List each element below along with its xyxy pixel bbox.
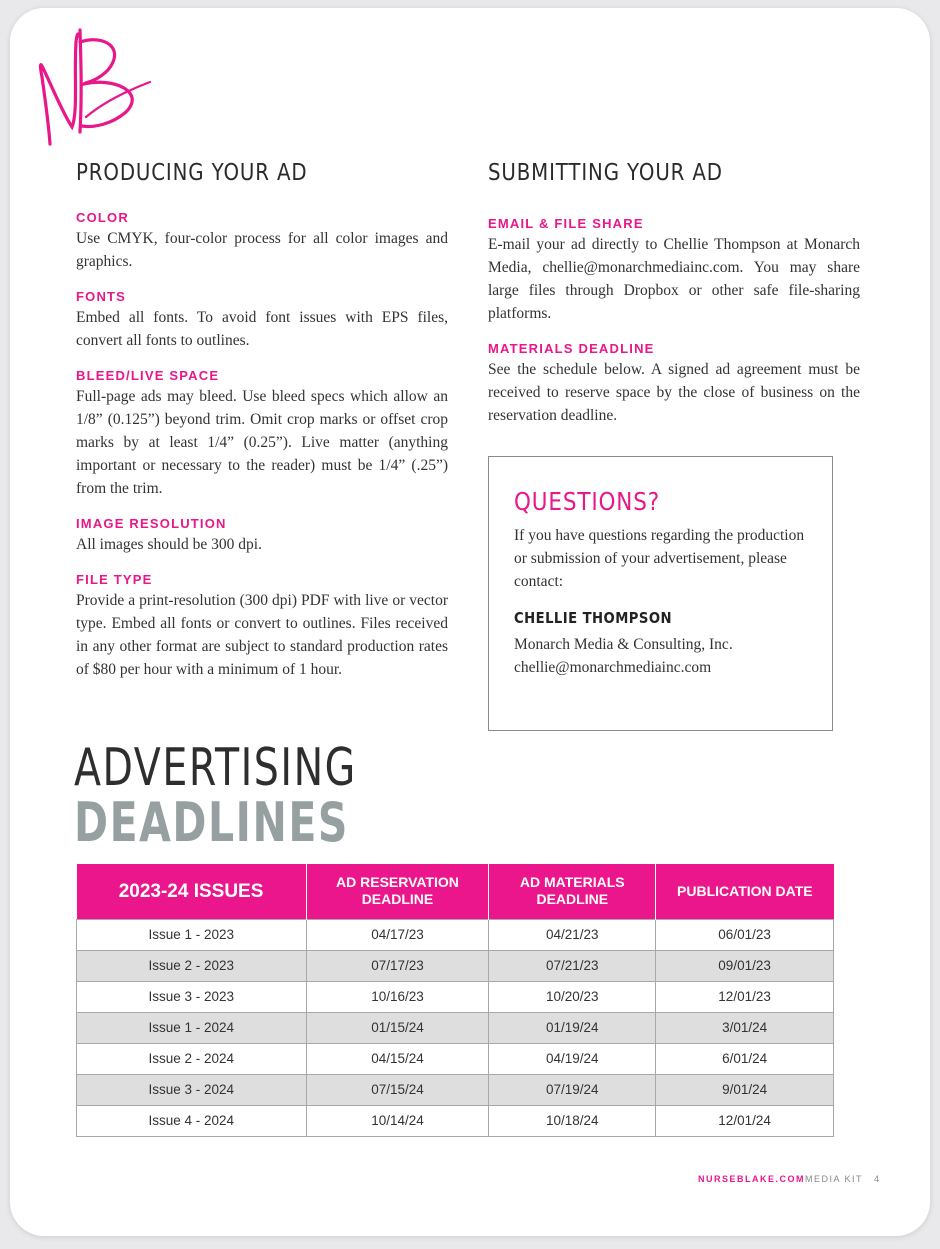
filetype-text: Provide a print-resolution (300 dpi) PDF with live or vector type. Embed all fonts or convert to outlines. Files received in any other format are subject to standard production rates of $80 per hour with a minimum of 1 hour.: [76, 592, 448, 678]
fonts-heading: FONTS: [76, 289, 127, 304]
table-row: [77, 950, 834, 981]
contact-name: CHELLIE THOMPSON: [514, 609, 673, 627]
table-cell: Issue 2 - 2024: [77, 1043, 307, 1074]
submitting-title: SUBMITTING YOUR AD: [488, 160, 723, 186]
deadlines-title-line2: DEADLINES: [74, 791, 349, 854]
materials-heading: MATERIALS DEADLINE: [488, 341, 655, 356]
table-cell: 07/17/23: [306, 950, 489, 981]
table-cell: 07/21/23: [489, 950, 656, 981]
table-cell: 10/18/24: [489, 1105, 656, 1136]
fonts-text: Embed all fonts. To avoid font issues with EPS files, convert all fonts to outlines.: [76, 309, 448, 349]
table-cell: Issue 1 - 2023: [77, 919, 307, 950]
bleed-heading: BLEED/LIVE SPACE: [76, 368, 220, 383]
table-cell: Issue 4 - 2024: [77, 1105, 307, 1136]
table-cell: 10/16/23: [306, 981, 489, 1012]
table-cell: 04/15/24: [306, 1043, 489, 1074]
table-cell: 01/19/24: [489, 1012, 656, 1043]
questions-title: QUESTIONS?: [514, 487, 661, 516]
email-heading: EMAIL & FILE SHARE: [488, 216, 644, 231]
table-cell: 3/01/24: [656, 1012, 834, 1043]
column-header: AD RESERVATION DEADLINE: [306, 864, 489, 919]
filetype-heading: FILE TYPE: [76, 572, 153, 587]
bleed-text: Full-page ads may bleed. Use bleed specs which allow an 1/8” (0.125”) beyond trim. Omit crop marks or offset crop marks by at least 1/4” (0.25”). Live matter (anything important or necessary to the reader) must be 1/4” (.25”) from the trim.: [76, 388, 448, 497]
questions-box: [488, 456, 833, 731]
footer-site-link[interactable]: NURSEBLAKE.COM: [698, 1174, 806, 1184]
table-row: [77, 1105, 834, 1136]
resolution-heading: IMAGE RESOLUTION: [76, 516, 227, 531]
email-text: E-mail your ad directly to Chellie Thompson at Monarch Media, chellie@monarchmediainc.com. You may share large files through Dropbox or other safe file-sharing platforms.: [488, 236, 860, 322]
submitting-column: [488, 158, 860, 427]
resolution-text: All images should be 300 dpi.: [76, 536, 262, 553]
color-heading: COLOR: [76, 210, 129, 225]
materials-text: See the schedule below. A signed ad agreement must be received to reserve space by the close of business on the reservation deadline.: [488, 361, 860, 424]
table-cell: 07/19/24: [489, 1074, 656, 1105]
color-text: Use CMYK, four-color process for all color images and graphics.: [76, 230, 448, 270]
table-cell: Issue 2 - 2023: [77, 950, 307, 981]
table-cell: 09/01/23: [656, 950, 834, 981]
table-cell: 12/01/24: [656, 1105, 834, 1136]
nb-signature-logo: [34, 22, 174, 152]
document-page: [10, 8, 930, 1236]
footer-label: MEDIA KIT: [805, 1174, 864, 1184]
table-row: [77, 919, 834, 950]
table-row: [77, 1043, 834, 1074]
table-header-row: [77, 864, 834, 919]
table-cell: 04/19/24: [489, 1043, 656, 1074]
table-cell: Issue 1 - 2024: [77, 1012, 307, 1043]
table-cell: 06/01/23: [656, 919, 834, 950]
table-cell: 6/01/24: [656, 1043, 834, 1074]
column-header: 2023-24 ISSUES: [77, 864, 307, 919]
table-cell: Issue 3 - 2023: [77, 981, 307, 1012]
page-number: 4: [874, 1174, 881, 1184]
questions-text: If you have questions regarding the production or submission of your advertisement, please contact:: [514, 527, 805, 590]
contact-org: Monarch Media & Consulting, Inc.: [514, 636, 733, 653]
producing-title: PRODUCING YOUR AD: [76, 160, 308, 186]
table-cell: 10/14/24: [306, 1105, 489, 1136]
table-cell: 01/15/24: [306, 1012, 489, 1043]
table-cell: 10/20/23: [489, 981, 656, 1012]
producing-column: [76, 158, 448, 681]
contact-email[interactable]: chellie@monarchmediainc.com: [514, 659, 712, 676]
deadlines-title-line1: ADVERTISING: [74, 738, 357, 798]
table-cell: 04/17/23: [306, 919, 489, 950]
table-cell: Issue 3 - 2024: [77, 1074, 307, 1105]
column-header: PUBLICATION DATE: [656, 864, 834, 919]
table-cell: 9/01/24: [656, 1074, 834, 1105]
table-row: [77, 1012, 834, 1043]
column-header: AD MATERIALS DEADLINE: [489, 864, 656, 919]
table-cell: 07/15/24: [306, 1074, 489, 1105]
table-row: [77, 1074, 834, 1105]
deadlines-table: [76, 864, 834, 1137]
table-cell: 04/21/23: [489, 919, 656, 950]
table-cell: 12/01/23: [656, 981, 834, 1012]
table-row: [77, 981, 834, 1012]
